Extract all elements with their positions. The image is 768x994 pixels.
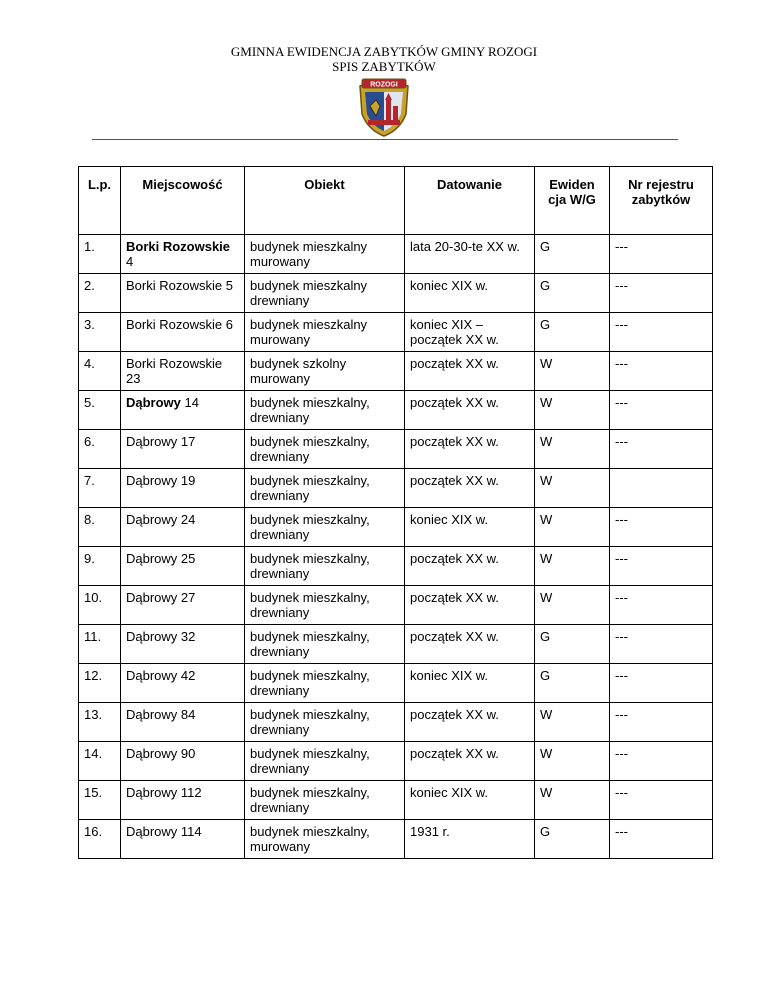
cell-lp: 2. [79,274,121,313]
cell-place [121,781,245,820]
cell-date: początek XX w. [405,547,535,586]
cell-registry-type: W [535,391,610,430]
place-number: Dąbrowy 112 [126,785,202,800]
place-number: Dąbrowy 27 [126,590,196,605]
cell-object: budynek mieszkalny, drewniany [245,508,405,547]
place-number: Dąbrowy 24 [126,512,196,527]
cell-object: budynek mieszkalny, drewniany [245,469,405,508]
cell-registry-type: G [535,664,610,703]
cell-registry-type: W [535,508,610,547]
cell-registry-number: --- [610,235,713,274]
table-header-row [79,167,713,235]
place-number: 4 [126,254,134,269]
header-divider [92,139,678,140]
place-number: Dąbrowy 42 [126,668,196,683]
cell-registry-type: W [535,781,610,820]
document-header [0,44,768,74]
table-row [79,625,713,664]
cell-object: budynek mieszkalny, drewniany [245,586,405,625]
rozogi-coat-of-arms-icon [356,76,412,138]
cell-date: początek XX w. [405,352,535,391]
cell-date: koniec XIX w. [405,274,535,313]
header-title: GMINNA EWIDENCJA ZABYTKÓW GMINY ROZOGI [230,44,538,59]
cell-object: budynek mieszkalny, drewniany [245,625,405,664]
place-number: Dąbrowy 19 [126,473,196,488]
col-header-lp: L.p. [79,167,121,235]
cell-date: początek XX w. [405,430,535,469]
cell-lp: 5. [79,391,121,430]
cell-lp: 15. [79,781,121,820]
cell-object: budynek mieszkalny, drewniany [245,547,405,586]
table-row [79,820,713,859]
cell-object: budynek mieszkalny, drewniany [245,742,405,781]
cell-lp: 7. [79,469,121,508]
place-name: Borki Rozowskie [126,239,231,254]
table-row [79,391,713,430]
cell-lp: 3. [79,313,121,352]
cell-place [121,274,245,313]
cell-registry-number: --- [610,586,713,625]
cell-place [121,313,245,352]
cell-date: początek XX w. [405,586,535,625]
cell-place [121,664,245,703]
cell-object: budynek mieszkalny murowany [245,235,405,274]
place-number: Dąbrowy 114 [126,824,202,839]
table-row [79,742,713,781]
cell-registry-number: --- [610,781,713,820]
cell-registry-type: G [535,274,610,313]
table-row [79,508,713,547]
cell-date: początek XX w. [405,391,535,430]
cell-registry-type: W [535,742,610,781]
cell-place [121,703,245,742]
cell-lp: 16. [79,820,121,859]
place-number: Dąbrowy 32 [126,629,196,644]
cell-lp: 8. [79,508,121,547]
place-name: Dąbrowy [126,395,181,410]
cell-registry-number: --- [610,703,713,742]
cell-place [121,469,245,508]
col-header-place: Miejscowość [121,167,245,235]
place-number: Borki Rozowskie 5 [126,278,233,293]
col-header-registry-type: Ewiden cja W/G [535,167,610,235]
cell-place [121,547,245,586]
table-row [79,547,713,586]
cell-lp: 14. [79,742,121,781]
cell-registry-type: G [535,820,610,859]
cell-registry-number: --- [610,274,713,313]
cell-object: budynek mieszkalny drewniany [245,274,405,313]
cell-object: budynek mieszkalny, drewniany [245,430,405,469]
cell-registry-number: --- [610,430,713,469]
table-row [79,781,713,820]
cell-place [121,625,245,664]
cell-lp: 1. [79,235,121,274]
cell-date: lata 20-30-te XX w. [405,235,535,274]
cell-object: budynek mieszkalny, murowany [245,820,405,859]
cell-registry-number: --- [610,313,713,352]
cell-registry-number: --- [610,547,713,586]
monuments-table [78,166,713,859]
cell-object: budynek szkolny murowany [245,352,405,391]
table-row [79,703,713,742]
table-row [79,313,713,352]
cell-registry-type: W [535,430,610,469]
cell-registry-number [610,469,713,508]
cell-registry-number: --- [610,508,713,547]
cell-date: 1931 r. [405,820,535,859]
col-header-registry-number: Nr rejestru zabytków [610,167,713,235]
cell-lp: 13. [79,703,121,742]
cell-date: początek XX w. [405,625,535,664]
table-row [79,469,713,508]
cell-registry-number: --- [610,352,713,391]
cell-registry-type: G [535,313,610,352]
cell-lp: 6. [79,430,121,469]
cell-lp: 4. [79,352,121,391]
cell-registry-number: --- [610,820,713,859]
cell-registry-type: W [535,586,610,625]
table-row [79,235,713,274]
table-row [79,352,713,391]
cell-lp: 9. [79,547,121,586]
cell-registry-type: G [535,235,610,274]
cell-object: budynek mieszkalny murowany [245,313,405,352]
table-row [79,430,713,469]
place-number: Dąbrowy 84 [126,707,196,722]
cell-date: początek XX w. [405,703,535,742]
place-number: Dąbrowy 90 [126,746,196,761]
table-row [79,274,713,313]
logo-text: ROZOGI [370,81,398,89]
col-header-object: Obiekt [245,167,405,235]
cell-date: koniec XIX – początek XX w. [405,313,535,352]
cell-date: początek XX w. [405,469,535,508]
cell-date: koniec XIX w. [405,664,535,703]
cell-registry-type: W [535,469,610,508]
cell-place [121,820,245,859]
col-header-date: Datowanie [405,167,535,235]
place-number: Dąbrowy 25 [126,551,196,566]
cell-registry-number: --- [610,742,713,781]
cell-registry-type: W [535,547,610,586]
cell-place [121,235,245,274]
cell-place [121,586,245,625]
cell-lp: 10. [79,586,121,625]
cell-date: koniec XIX w. [405,508,535,547]
cell-registry-type: G [535,625,610,664]
table-body [79,235,713,859]
cell-lp: 11. [79,625,121,664]
place-number: 14 [180,395,199,410]
table-row [79,664,713,703]
cell-place [121,508,245,547]
cell-object: budynek mieszkalny, drewniany [245,391,405,430]
cell-lp: 12. [79,664,121,703]
cell-registry-type: W [535,703,610,742]
place-number: Dąbrowy 17 [126,434,196,449]
cell-place [121,391,245,430]
cell-object: budynek mieszkalny, drewniany [245,703,405,742]
cell-date: początek XX w. [405,742,535,781]
cell-object: budynek mieszkalny, drewniany [245,781,405,820]
place-number: Borki Rozowskie 6 [126,317,233,332]
cell-place [121,430,245,469]
cell-registry-number: --- [610,391,713,430]
cell-registry-number: --- [610,664,713,703]
cell-date: koniec XIX w. [405,781,535,820]
place-number: Borki Rozowskie 23 [126,356,223,386]
cell-registry-number: --- [610,625,713,664]
table-row [79,586,713,625]
cell-registry-type: W [535,352,610,391]
cell-place [121,352,245,391]
cell-place [121,742,245,781]
header-subtitle: SPIS ZABYTKÓW [332,59,436,74]
cell-object: budynek mieszkalny, drewniany [245,664,405,703]
